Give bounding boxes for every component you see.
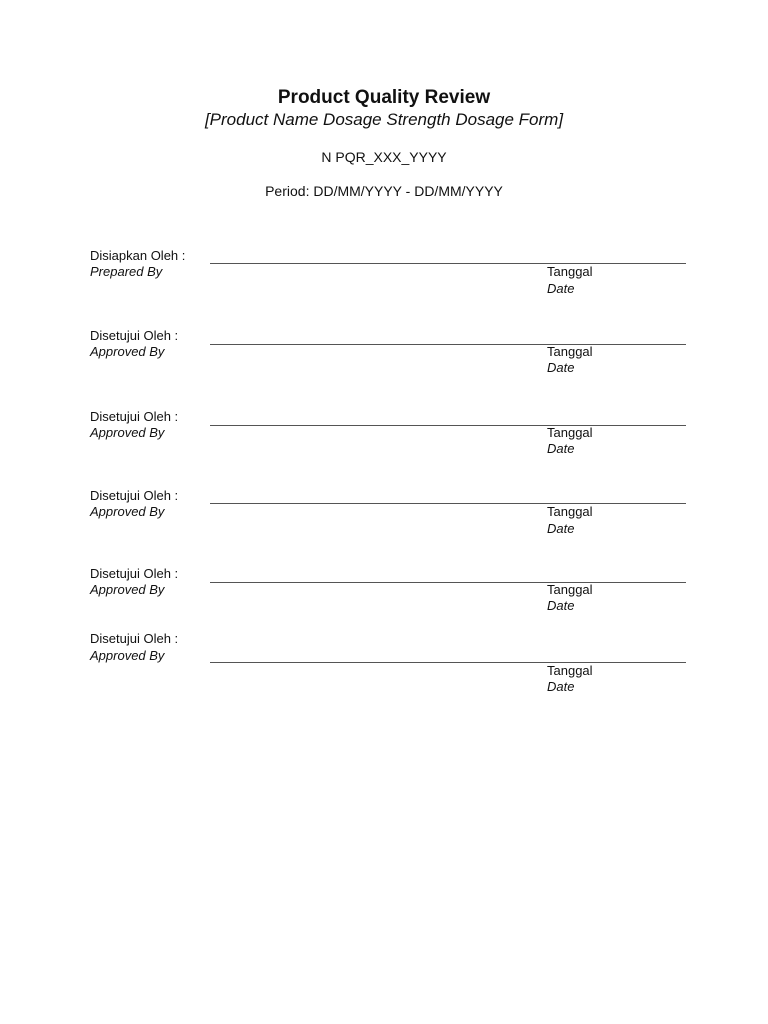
- signature-line[interactable]: [210, 503, 686, 504]
- signature-line[interactable]: [210, 662, 686, 663]
- signature-label-id: Disetujui Oleh :: [90, 488, 179, 503]
- date-label-en: Date: [547, 441, 575, 456]
- signature-label-id: Disetujui Oleh :: [90, 328, 179, 343]
- date-label-en: Date: [547, 360, 575, 375]
- date-label-en: Date: [547, 281, 575, 296]
- signature-label-en: Prepared By: [90, 264, 163, 279]
- date-label-id: Tanggal: [547, 582, 593, 597]
- document-number: N PQR_XXX_YYYY: [321, 149, 447, 165]
- signature-label-en: Approved By: [90, 648, 165, 663]
- signature-label-id: Disetujui Oleh :: [90, 409, 179, 424]
- signature-label-en: Approved By: [90, 344, 165, 359]
- signature-block-approved-4: [0, 566, 768, 630]
- document-title: Product Quality Review: [277, 87, 491, 108]
- signature-line[interactable]: [210, 263, 686, 264]
- review-period: Period: DD/MM/YYYY - DD/MM/YYYY: [265, 183, 503, 199]
- date-label-en: Date: [547, 521, 575, 536]
- date-label-id: Tanggal: [547, 504, 593, 519]
- date-label-id: Tanggal: [547, 663, 593, 678]
- signature-label-id: Disetujui Oleh :: [90, 631, 179, 646]
- date-label-en: Date: [547, 598, 575, 613]
- signature-block-approved-5: [0, 631, 768, 695]
- signature-label-en: Approved By: [90, 582, 165, 597]
- date-label-en: Date: [547, 679, 575, 694]
- signature-line[interactable]: [210, 344, 686, 345]
- date-label-id: Tanggal: [547, 264, 593, 279]
- signature-label-id: Disiapkan Oleh :: [90, 248, 186, 263]
- signature-block-approved-3: [0, 488, 768, 552]
- signature-label-en: Approved By: [90, 425, 165, 440]
- date-label-id: Tanggal: [547, 344, 593, 359]
- signature-line[interactable]: [210, 425, 686, 426]
- signature-label-id: Disetujui Oleh :: [90, 566, 179, 581]
- signature-block-prepared: [0, 248, 768, 312]
- signature-line[interactable]: [210, 582, 686, 583]
- signature-block-approved-1: [0, 328, 768, 392]
- signature-label-en: Approved By: [90, 504, 165, 519]
- date-label-id: Tanggal: [547, 425, 593, 440]
- document-subtitle: [Product Name Dosage Strength Dosage Form]: [204, 110, 564, 129]
- signature-block-approved-2: [0, 409, 768, 473]
